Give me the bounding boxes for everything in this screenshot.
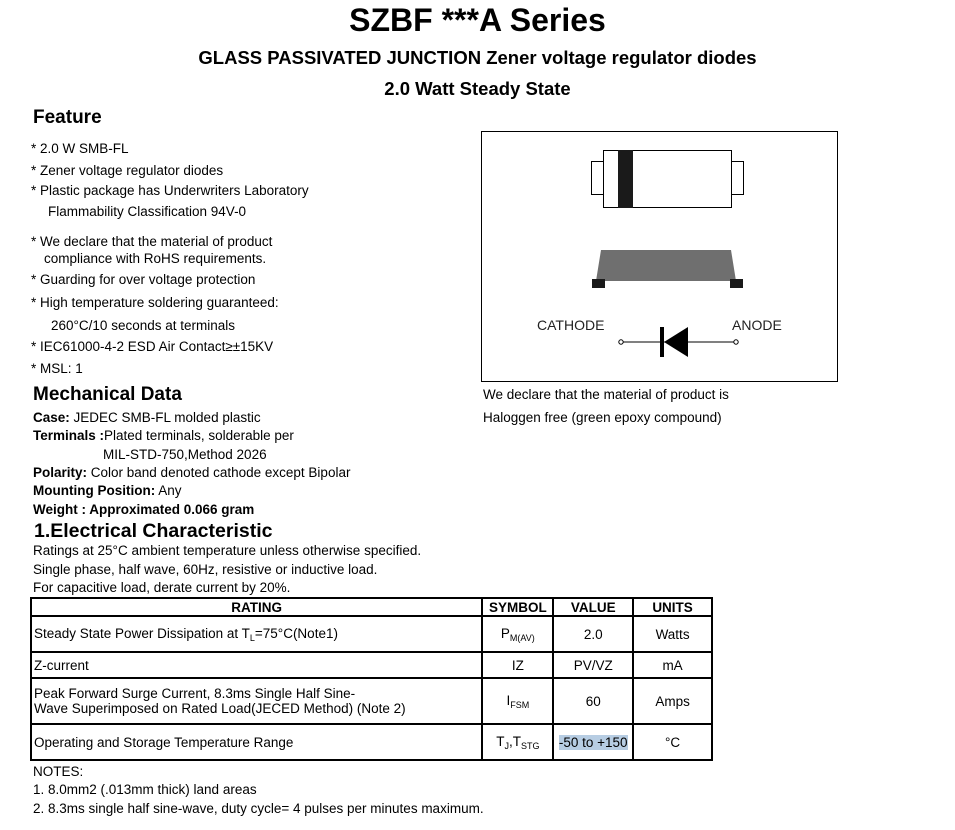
note-item: 1. 8.0mm2 (.013mm thick) land areas [33, 782, 257, 797]
electrical-note: Ratings at 25°C ambient temperature unless otherwise specified. [33, 543, 422, 558]
diode-package-drawing [482, 132, 839, 383]
symbol-cell: $I_{FSM}$ [482, 678, 553, 724]
mech-mounting [33, 483, 182, 498]
value-cell[interactable] [553, 724, 633, 760]
anode-label: ANODE [732, 317, 782, 333]
electrical-note: Single phase, half wave, 60Hz, resistive or inductive load. [33, 562, 378, 577]
selected-value-text[interactable]: -50 to +150 [558, 734, 628, 750]
feature-item: Flammability Classification 94V-0 [48, 204, 247, 219]
value-cell: 60 [553, 678, 633, 724]
value-cell: 2.0 [553, 616, 633, 652]
electrical-characteristics-table [30, 597, 713, 761]
page-title: SZBF ***A Series [349, 2, 606, 38]
feature-item: 260°C/10 seconds at terminals [51, 318, 235, 333]
page-subtitle: GLASS PASSIVATED JUNCTION Zener voltage regulator diodes [198, 47, 757, 68]
feature-item: * Plastic package has Underwriters Laboratory [31, 183, 309, 198]
mech-case-value: JEDEC SMB-FL molded plastic [69, 410, 261, 425]
electrical-heading: 1.Electrical Characteristic [34, 520, 273, 542]
table-row [31, 724, 712, 760]
electrical-note: For capacitive load, derate current by 20%. [33, 580, 291, 595]
mech-terminals-label: Terminals : [33, 428, 105, 443]
mech-mounting-value: Any [155, 483, 182, 498]
mech-terminals-value: Plated terminals, solderable per [104, 428, 294, 443]
units-cell: °C [633, 724, 712, 760]
feature-item: * 2.0 W SMB-FL [31, 141, 129, 156]
mech-mounting-label: Mounting Position: [33, 483, 156, 498]
table-header-row [31, 598, 712, 616]
rating-cell: Steady State Power Dissipation at $T_L=75^\circ C(Note1)$ [31, 616, 482, 652]
feature-item: * High temperature soldering guaranteed: [31, 295, 279, 310]
feature-heading: Feature [33, 107, 102, 128]
rating-cell: Peak Forward Surge Current, 8.3ms Single Half Sine- Wave Superimposed on Rated Load(JECED Method) (Note 2) [31, 678, 482, 724]
mech-polarity-value: Color band denoted cathode except Bipolar [87, 465, 351, 480]
col-header-value: VALUE [553, 598, 633, 616]
value-cell: PV/VZ [553, 652, 633, 678]
mech-terminals-value-2: MIL-STD-750,Method 2026 [103, 447, 267, 462]
col-header-symbol: SYMBOL [482, 598, 553, 616]
rating-cell: Z-current [31, 652, 482, 678]
feature-item: * MSL: 1 [31, 361, 83, 376]
mech-polarity-label: Polarity: [33, 465, 88, 480]
units-cell: Amps [633, 678, 712, 724]
mechanical-heading: Mechanical Data [33, 384, 182, 405]
col-header-rating: RATING [31, 598, 482, 616]
mech-terminals [33, 428, 294, 443]
feature-item: * We declare that the material of product [31, 234, 273, 249]
table-row [31, 616, 712, 652]
symbol-cell: $P_{M(AV)}$ [482, 616, 553, 652]
mech-weight: Weight : Approximated 0.066 gram [33, 502, 255, 517]
units-cell: mA [633, 652, 712, 678]
mech-case-label: Case: [33, 410, 70, 425]
package-diagram [481, 131, 838, 382]
feature-item: * Zener voltage regulator diodes [31, 163, 224, 178]
mech-case [33, 410, 261, 425]
symbol-cell: IZ [482, 652, 553, 678]
table-row [31, 652, 712, 678]
rating-cell: Operating and Storage Temperature Range [31, 724, 482, 760]
page-subtitle-rating: 2.0 Watt Steady State [384, 78, 571, 99]
feature-item: * IEC61000-4-2 ESD Air Contact≥±15KV [31, 339, 274, 354]
cathode-label: CATHODE [537, 317, 605, 333]
symbol-cell: $T_J,T_{STG}$ [482, 724, 553, 760]
table-row [31, 678, 712, 724]
feature-item: compliance with RoHS requirements. [44, 251, 267, 266]
feature-item: * Guarding for over voltage protection [31, 272, 256, 287]
units-cell: Watts [633, 616, 712, 652]
mech-polarity [33, 465, 350, 480]
halogen-note-line1: We declare that the material of product is [483, 387, 729, 402]
note-item: 2. 8.3ms single half sine-wave, duty cycle= 4 pulses per minutes maximum. [33, 801, 484, 816]
notes-heading: NOTES: [33, 764, 84, 779]
col-header-units: UNITS [633, 598, 712, 616]
halogen-note-line2: Haloggen free (green epoxy compound) [483, 410, 722, 425]
